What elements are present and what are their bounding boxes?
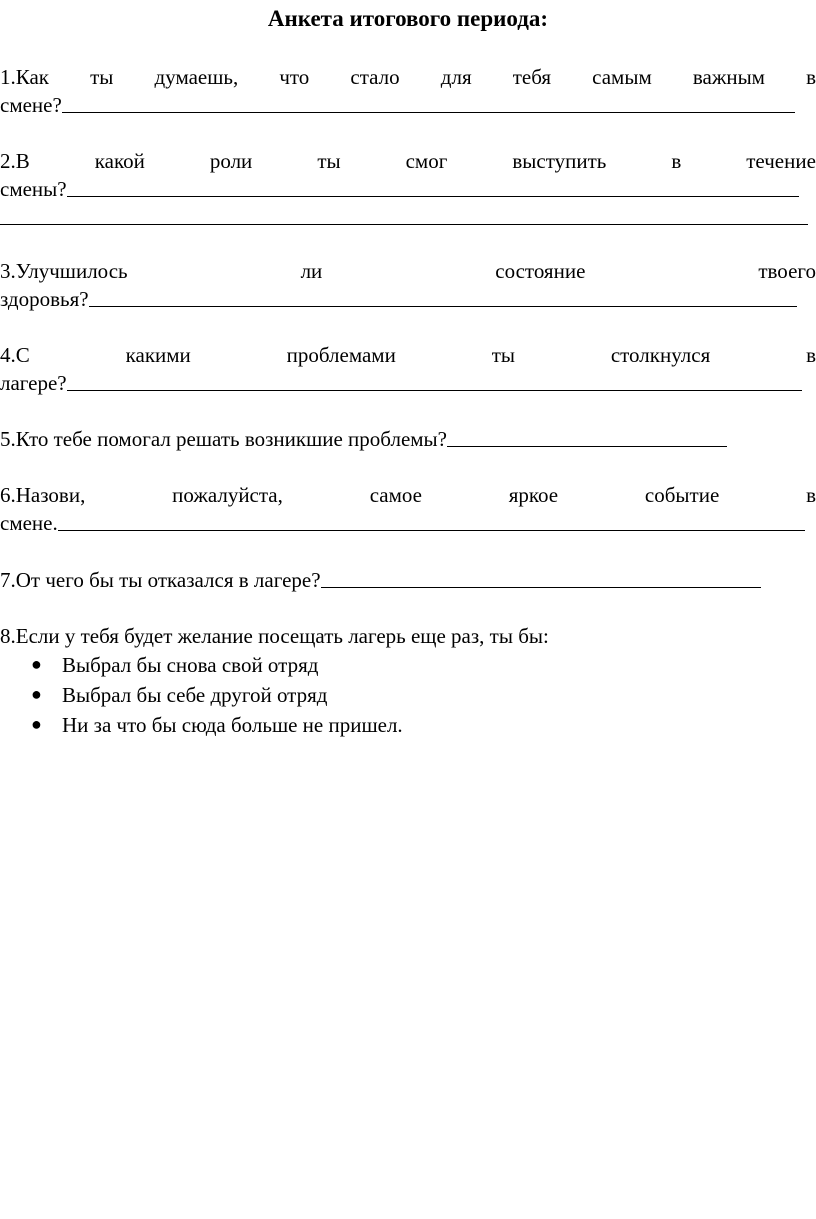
- q1-word: для: [440, 65, 472, 89]
- q3-word: твоего: [758, 259, 816, 283]
- question-3-answer-row: [0, 286, 797, 312]
- q2-word: в: [671, 149, 682, 173]
- q1-word: ты: [90, 65, 114, 89]
- question-5-row: [0, 426, 727, 452]
- q4-word: столкнулся: [610, 343, 711, 367]
- q4-word: в: [806, 343, 816, 367]
- option-1: Выбрал бы снова свой отряд: [62, 653, 319, 677]
- bullet-icon: ●: [31, 714, 42, 734]
- q3-word: 3.Улучшилось: [0, 259, 128, 283]
- question-4-line-1: [0, 342, 816, 368]
- q6-word: смене.: [0, 511, 58, 535]
- question-2-line-1: [0, 148, 816, 174]
- q4-word: 4.С: [0, 343, 30, 367]
- question-8-text: 8.Если у тебя будет желание посещать лагерь еще раз, ты бы:: [0, 624, 549, 648]
- q1-word: в: [806, 65, 816, 89]
- q4-word: лагере?: [0, 371, 67, 395]
- question-2-answer-row-2: [0, 204, 808, 230]
- answer-line-4[interactable]: [67, 390, 802, 391]
- q6-word: 6.Назови,: [0, 483, 86, 507]
- q1-word: тебя: [512, 65, 552, 89]
- q6-word: в: [806, 483, 816, 507]
- q2-word: роли: [209, 149, 253, 173]
- question-1-line-1: [0, 64, 816, 90]
- question-1-answer-row: [0, 92, 795, 118]
- q1-word: 1.Как: [0, 65, 50, 89]
- q4-word: какими: [125, 343, 191, 367]
- q3-word: ли: [300, 259, 323, 283]
- q3-word: здоровья?: [0, 287, 89, 311]
- q2-word: какой: [94, 149, 145, 173]
- q2-word: смены?: [0, 177, 67, 201]
- q6-word: пожалуйста,: [172, 483, 283, 507]
- q1-word: смене?: [0, 93, 62, 117]
- answer-line-7[interactable]: [321, 587, 761, 588]
- q4-word: проблемами: [286, 343, 396, 367]
- q1-word: стало: [350, 65, 400, 89]
- q2-word: смог: [405, 149, 448, 173]
- q6-word: самое: [369, 483, 422, 507]
- q2-word: течение: [746, 149, 816, 173]
- answer-line-2b[interactable]: [0, 224, 808, 225]
- answer-line-3[interactable]: [89, 306, 797, 307]
- question-7-row: [0, 567, 761, 593]
- bullet-icon: ●: [31, 654, 42, 674]
- option-2: Выбрал бы себе другой отряд: [62, 683, 328, 707]
- q2-word: ты: [317, 149, 341, 173]
- answer-line-6[interactable]: [58, 530, 805, 531]
- question-6-line-1: [0, 482, 816, 508]
- q1-word: что: [279, 65, 310, 89]
- q2-word: 2.В: [0, 149, 30, 173]
- q1-word: самым: [592, 65, 652, 89]
- question-4-answer-row: [0, 370, 802, 396]
- answer-line-2a[interactable]: [67, 196, 799, 197]
- bullet-icon: ●: [31, 684, 42, 704]
- page-title: Анкета итогового периода:: [267, 6, 549, 31]
- option-3: Ни за что бы сюда больше не пришел.: [62, 713, 403, 737]
- q2-word: выступить: [512, 149, 607, 173]
- q1-word: думаешь,: [154, 65, 239, 89]
- question-3-line-1: [0, 258, 816, 284]
- q3-word: состояние: [495, 259, 586, 283]
- q6-word: событие: [644, 483, 720, 507]
- question-5-text: 5.Кто тебе помогал решать возникшие проблемы?: [0, 427, 447, 451]
- q6-word: яркое: [508, 483, 559, 507]
- q1-word: важным: [692, 65, 765, 89]
- question-2-answer-row: [0, 176, 799, 202]
- question-6-answer-row: [0, 510, 805, 536]
- question-7-text: 7.От чего бы ты отказался в лагере?: [0, 568, 321, 592]
- q4-word: ты: [491, 343, 515, 367]
- answer-line-1[interactable]: [62, 112, 795, 113]
- answer-line-5[interactable]: [447, 446, 727, 447]
